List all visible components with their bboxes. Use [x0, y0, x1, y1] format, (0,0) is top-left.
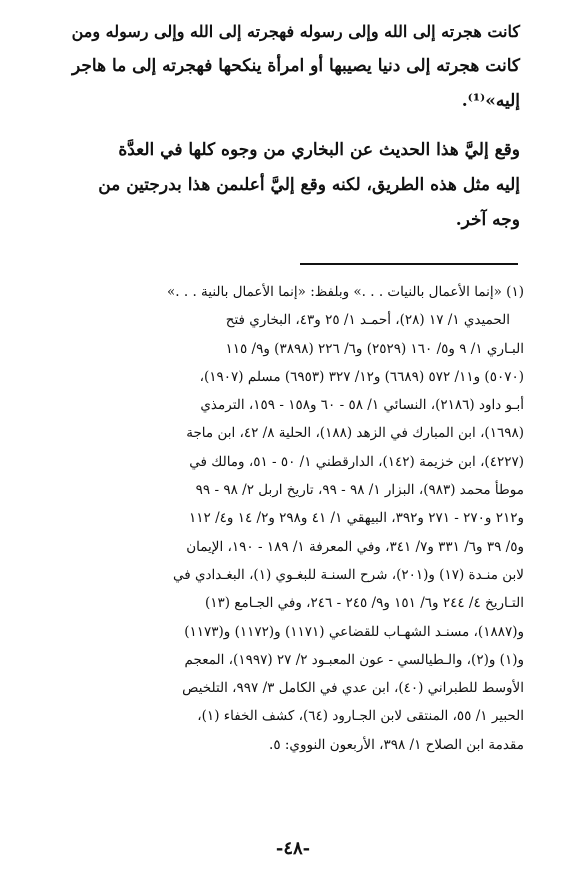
footnote-separator	[300, 263, 518, 265]
footnote-line: أبـو داود (٢١٨٦)، النسائي ١/ ٥٨ - ٦٠ و١٥٨ - ١٥٩، الترمذي	[200, 397, 524, 414]
main-text	[62, 14, 520, 238]
footnote-line: و٢١٢ و٢٧٠ - ٢٧١ و٣٩٢، البيهقي ١/ ٤١ و٢٩٨ و٢/ ١٤ و٤/ ١١٢	[189, 510, 524, 527]
text-line: وجه آخر.	[455, 210, 520, 230]
footnote-line: مقدمة ابن الصلاح ١/ ٣٩٨، الأربعون النووي: ٥.	[269, 736, 524, 753]
footnote-line: و(١٨٨٧)، مسنـد الشهـاب للقضاعي (١١٧١) و(١١٧٢) و(١١٧٣)	[184, 623, 524, 640]
footnote-line: البـاري ١/ ٩ و٥/ ١٦٠ (٢٥٢٩) و٦/ ٢٢٦ (٣٨٩٨) و٩/ ١١٥	[225, 340, 524, 357]
text-line: إليه مثل هذه الطريق، لكنه وقع إليَّ أعلىمن هذا بدرجتين من	[98, 175, 520, 195]
footnote-line: و(١) و(٢)، والـطيالسي - عون المعبـود ٢/ ٢٧ (١٩٩٧)، المعجم	[184, 651, 524, 668]
footnote-line: لابن منـدة (١٧) و(٢٠١)، شرح السنـة للبغـوي (١)، البغـدادي في	[172, 566, 524, 583]
text-line: إليه»⁽¹⁾.	[461, 91, 520, 111]
page-number: -٤٨-	[275, 838, 311, 859]
footnote-line: الأوسط للطبراني (٤٠)، ابن عدي في الكامل ٣/ ٩٩٧، التلخيص	[182, 680, 524, 697]
paragraph-gap	[62, 119, 520, 133]
footnote-line: و٥/ ٣٩ و٦/ ٣٣١ و٧/ ٣٤١، وفي المعرفة ١/ ١٨٩ - ١٩٠، الإيمان	[186, 538, 524, 555]
footnote	[56, 278, 524, 759]
footnote-line: موطأ محمد (٩٨٣)، البزار ١/ ٩٨ - ٩٩، تاريخ اربل ٢/ ٩٨ - ٩٩	[195, 482, 524, 499]
footnote-line: (٤٢٢٧)، ابن خزيمة (١٤٢)، الدارقطني ١/ ٥٠ - ٥١، ومالك في	[189, 453, 524, 470]
footnote-line: (١) «إنما الأعمال بالنيات . . .» وبلفظ: «إنما الأعمال بالنية . . .»	[167, 284, 524, 300]
footnote-line: (٥٠٧٠) و١١/ ٥٧٢ (٦٦٨٩) و١٢/ ٣٢٧ (٦٩٥٣) مسلم (١٩٠٧)،	[199, 368, 524, 385]
footnote-line: التـاريخ ٤/ ٢٤٤ و٦/ ١٥١ و٩/ ٢٤٥ - ٢٤٦، وفي الجـامع (١٣)	[204, 595, 524, 612]
text-line: كانت هجرته إلى دنيا يصيبها أو امرأة ينكحها فهجرته إلى ما هاجر	[72, 56, 520, 76]
footnote-line: الحبير ١/ ٥٥، المنتقى لابن الجـارود (٦٤)، كشف الخفاء (١)،	[197, 708, 524, 725]
footnote-line: (١٦٩٨)، ابن المبارك في الزهد (١٨٨)، الحلية ٨/ ٤٢، ابن ماجة	[186, 425, 524, 442]
text-line: وقع إليَّ هذا الحديث عن البخاري من وجوه كلها في العدَّة	[118, 140, 520, 160]
text-line: كانت هجرته إلى الله وإلى رسوله فهجرته إلى الله وإلى رسوله ومن	[71, 22, 520, 41]
footnote-line: الحميدي ١/ ١٧ (٢٨)، أحمـد ١/ ٢٥ و٤٣، البخاري فتح	[225, 312, 510, 329]
